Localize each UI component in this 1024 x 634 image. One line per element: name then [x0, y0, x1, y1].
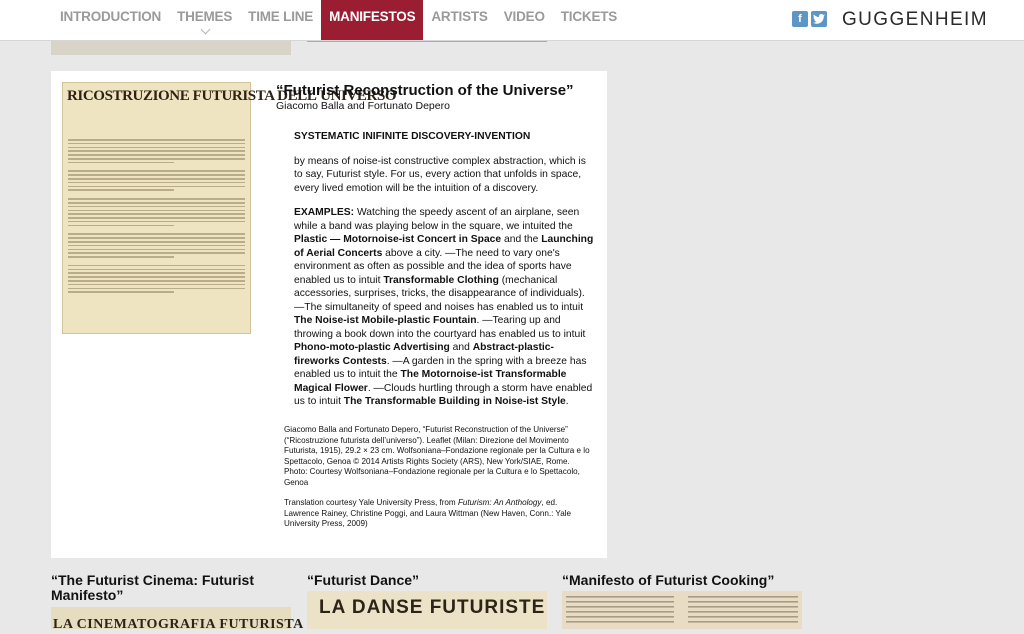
social-links	[792, 11, 827, 27]
related-manifesto-title[interactable]: “The Futurist Cinema: Futurist Manifesto”	[51, 572, 254, 603]
manifesto-section-heading: SYSTEMATIC INIFINITE DISCOVERY-INVENTION	[294, 131, 531, 142]
nav-time-line[interactable]: TIME LINE	[248, 9, 314, 24]
text-run: and the	[501, 234, 542, 245]
emphasis-run: Phono-moto-plastic Advertising	[294, 342, 450, 353]
caption-book-title: Futurism: An Anthology	[457, 498, 542, 507]
manifesto-paragraph-2	[294, 206, 596, 409]
related-manifesto-thumbnail[interactable]	[307, 591, 547, 629]
related-manifesto-title[interactable]: “Futurist Dance”	[307, 572, 420, 588]
emphasis-run: The Noise-ist Mobile-plastic Fountain	[294, 315, 477, 326]
text-run: . —Tearing up and throwing a book down into the courtyard has enabled us to intuit	[294, 315, 586, 340]
twitter-icon[interactable]	[811, 11, 827, 27]
nav-video[interactable]: VIDEO	[503, 9, 545, 24]
main-nav	[52, 0, 625, 40]
guggenheim-logo[interactable]: GUGGENHEIM	[842, 9, 988, 30]
emphasis-run: The Motornoise-ist Transformable Magical Flower	[294, 369, 567, 394]
emphasis-run: Plastic — Motornoise-ist Concert in Space	[294, 234, 502, 245]
related-manifesto-thumbnail[interactable]	[562, 591, 802, 629]
chevron-down-icon	[200, 25, 210, 35]
manifesto-text	[294, 130, 596, 409]
manifesto-detail-card	[51, 71, 607, 558]
emphasis-run: Abstract-plastic-fireworks Contests	[294, 342, 554, 367]
twitter-bird-glyph	[813, 14, 825, 24]
thumbnail-page-lines	[562, 591, 802, 629]
leaflet-body-lines	[68, 139, 245, 325]
manifesto-authors: Giacomo Balla and Fortunato Depero	[276, 100, 450, 112]
image-caption	[284, 425, 594, 540]
text-run: (mechanical accessories, surprises, tricks, the disappearance of individuals). —The simultaneity of speed and noises has enabled us to intuit	[294, 274, 585, 313]
thumbnail-text: LA CINEMATOGRAFIA FUTURISTA	[53, 617, 304, 632]
nav-artists[interactable]: ARTISTS	[431, 9, 488, 24]
related-manifesto-title[interactable]: “Manifesto of Futurist Cooking”	[562, 572, 775, 588]
emphasis-run: The Transformable Building in Noise-ist Style	[343, 396, 566, 407]
emphasis-run: Launching of Aerial Concerts	[294, 234, 594, 259]
facebook-icon[interactable]: f	[792, 11, 808, 27]
thumbnail-text: LA DANSE FUTURISTE	[319, 597, 546, 618]
caption-translation	[284, 498, 594, 530]
manifesto-paragraph-1: by means of noise-ist constructive complex abstraction, which is to say, Futurist style. For us, every action that unfolds in space, every lived emotion will be the intuition of a discovery.	[294, 155, 586, 194]
nav-themes[interactable]	[169, 0, 240, 40]
caption-text-run: , ed. Lawrence Rainey, Christine Poggi, and Laura Wittman (New Haven, Conn.: Yale University Press, 2009)	[284, 498, 572, 528]
text-run: . —A garden in the spring with a breeze has enabled us to intuit the	[294, 355, 587, 380]
text-run: and	[449, 342, 473, 353]
nav-themes-label: THEMES	[177, 9, 233, 24]
leaflet-title: RICOSTRUZIONE FUTURISTA DELL'UNIVERSO	[67, 88, 397, 104]
top-navigation-bar	[0, 0, 1024, 41]
nav-tickets[interactable]: TICKETS	[560, 9, 618, 24]
related-manifesto-thumbnail[interactable]	[51, 607, 304, 632]
text-run: .	[565, 396, 569, 407]
manifesto-title: “Futurist Reconstruction of the Universe”	[276, 82, 574, 99]
caption-text-run: Translation courtesy Yale University Press, from	[284, 498, 458, 507]
text-run: above a city. —The need to vary one's environment as often as possible and the idea of sports have enabled us to intuit	[294, 247, 572, 286]
text-run: . —Clouds hurtling through a storm have enabled us to intuit	[294, 382, 593, 407]
nav-manifestos[interactable]: MANIFESTOS	[321, 0, 423, 40]
text-run: Watching the speedy ascent of an airplane, seen while a band was playing below in the square, we intuited the	[294, 207, 580, 232]
previous-card-image	[51, 40, 291, 55]
emphasis-run: Transformable Clothing	[383, 274, 499, 286]
nav-introduction[interactable]: INTRODUCTION	[60, 9, 162, 24]
examples-label: EXAMPLES:	[294, 207, 355, 218]
caption-credit: Giacomo Balla and Fortunato Depero, “Futurist Reconstruction of the Universe” (“Ricostruzione futurista dell’universo”). Leaflet (Milan: Direzione del Movimento Futurista, 1915), 29.2 × 23 cm. Wolfsoniana–Fondazione regionale per la Cultura e lo Spettacolo, Genoa © 2014 Artists Rights Society (ARS), New York/SIAE, Rome. Photo: Courtesy Wolfsoniana–Fondazione regionale per la Cultura e lo Spettacolo, Genoa	[284, 425, 590, 487]
